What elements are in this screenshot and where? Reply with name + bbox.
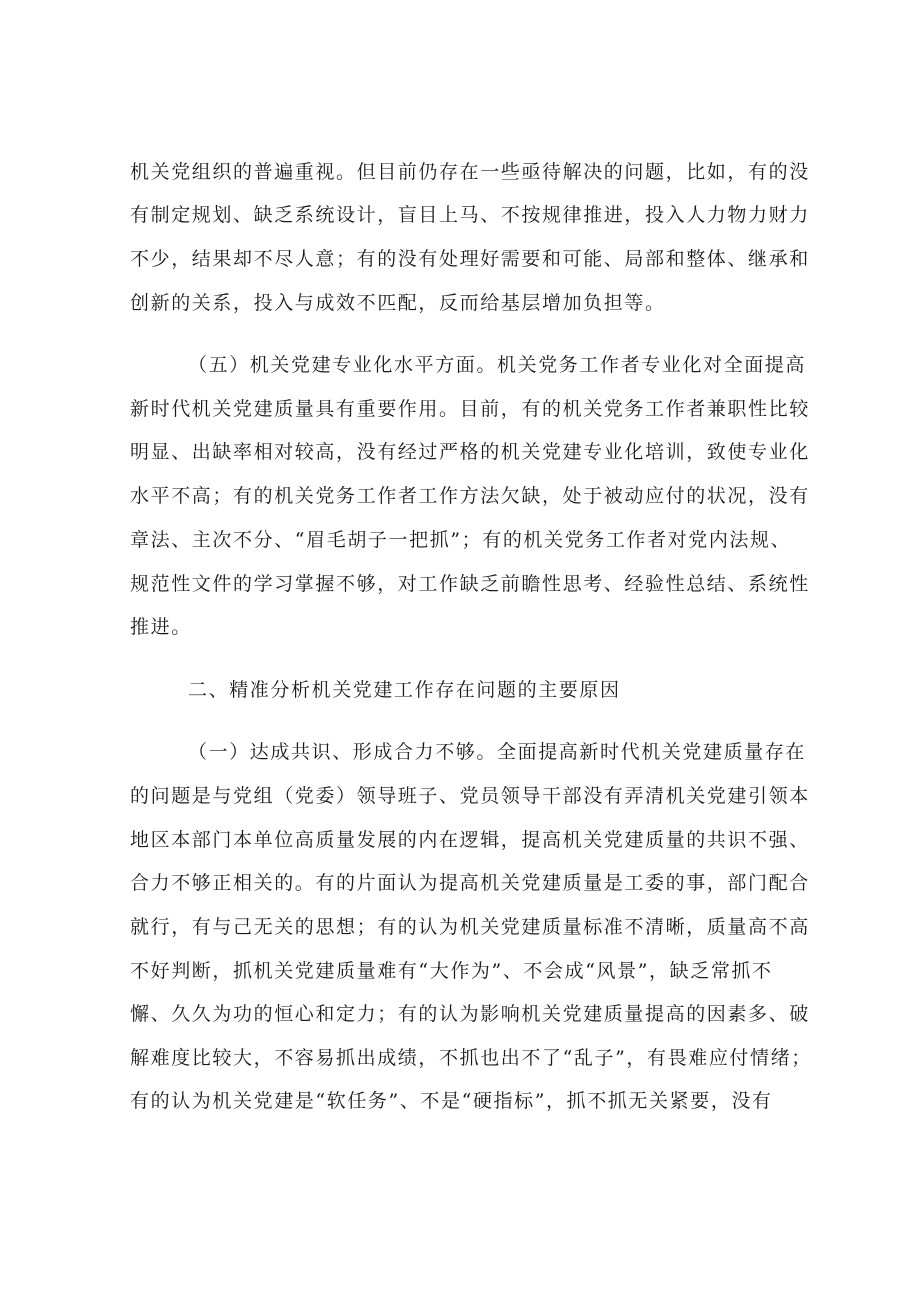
paragraph-line: 就行，有与己无关的思想；有的认为机关党建质量标准不清晰，质量高不高 <box>130 916 810 938</box>
paragraph-line: （五）机关党建专业化水平方面。机关党务工作者专业化对全面提高 <box>188 354 807 376</box>
paragraph-line: 的问题是与党组（党委）领导班子、党员领导干部没有弄清机关党建引领本 <box>130 785 810 807</box>
paragraph-line: 合力不够正相关的。有的片面认为提高机关党建质量是工委的事，部门配合 <box>130 872 810 894</box>
paragraph-line: 水平不高；有的机关党务工作者工作方法欠缺，处于被动应付的状况，没有 <box>130 485 810 507</box>
paragraph-line: 有的认为机关党建是“软任务”、不是“硬指标”，抓不抓无关紧要，没有 <box>130 1090 773 1112</box>
paragraph-line: 创新的关系，投入与成效不匹配，反而给基层增加负担等。 <box>130 292 666 314</box>
paragraph-line: 有制定规划、缺乏系统设计，盲目上马、不按规律推进，投入人力物力财力 <box>130 204 810 226</box>
paragraph-line: 地区本部门本单位高质量发展的内在逻辑，提高机关党建质量的共识不强、 <box>130 829 810 851</box>
paragraph-line: 规范性文件的学习掌握不够，对工作缺乏前瞻性思考、经验性总结、系统性 <box>130 573 810 595</box>
paragraph-line: 不少，结果却不尽人意；有的没有处理好需要和可能、局部和整体、继承和 <box>130 248 810 270</box>
paragraph-line: 新时代机关党建质量具有重要作用。目前，有的机关党务工作者兼职性比较 <box>130 398 810 420</box>
paragraph-line: 明显、出缺率相对较高，没有经过严格的机关党建专业化培训，致使专业化 <box>130 441 810 463</box>
section-heading: 二、精准分析机关党建工作存在问题的主要原因 <box>188 679 621 701</box>
paragraph-line: 机关党组织的普遍重视。但目前仍存在一些亟待解决的问题，比如，有的没 <box>130 161 810 183</box>
paragraph-line: 推进。 <box>130 616 192 638</box>
paragraph-line: （一）达成共识、形成合力不够。全面提高新时代机关党建质量存在 <box>188 741 807 763</box>
paragraph-line: 不好判断，抓机关党建质量难有“大作为”、不会成“风景”，缺乏常抓不 <box>130 960 773 982</box>
paragraph-line: 章法、主次不分、“眉毛胡子一把抓”；有的机关党务工作者对党内法规、 <box>130 529 792 551</box>
paragraph-line: 解难度比较大，不容易抓出成绩，不抓也出不了“乱子”，有畏难应付情绪； <box>130 1047 812 1069</box>
paragraph-line: 懈、久久为功的恒心和定力；有的认为影响机关党建质量提高的因素多、破 <box>130 1003 810 1025</box>
